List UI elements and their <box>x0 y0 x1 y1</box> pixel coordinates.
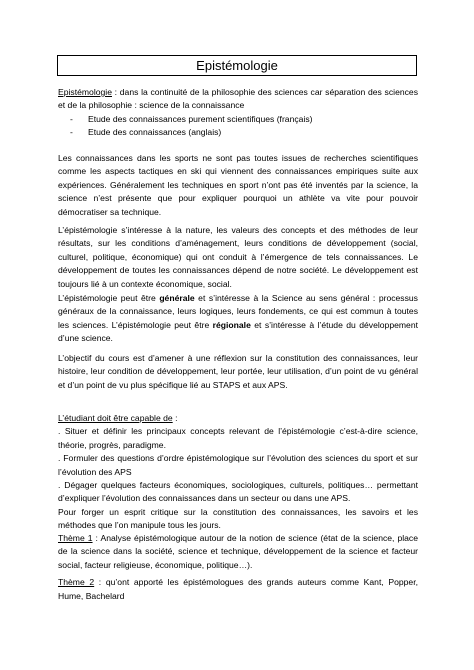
theme-label: Thème 2 <box>58 577 95 588</box>
definition-block <box>58 86 418 140</box>
bullet-item <box>58 113 418 126</box>
theme-label: Thème 1 <box>58 533 93 543</box>
definition-text: : dans la continuité de la philosophie des sciences car séparation des sciences et de la philosophie : science de la connaissance <box>58 87 418 111</box>
emphasis-general: générale <box>159 293 195 303</box>
capabilities-heading <box>58 412 418 425</box>
text-span: et s’intéresse à la Science au sens général : processus généraux de la connaissance, leurs logiques, leurs fondements, ce qui est commun à toutes les sciences. L’épistémologie peut être <box>58 293 418 330</box>
emphasis-regional: régionale <box>212 319 251 330</box>
bullet-item <box>58 126 418 139</box>
capabilities-heading-suffix: : <box>172 413 178 423</box>
dash-marker: - <box>70 113 73 124</box>
capability-item: . Dégager quelques facteurs économiques, sociologiques, culturels, politiques… permettant d’expliquer l’évolution des connaissances dans un secteur ou dans une APS. <box>58 480 418 504</box>
page-title <box>57 55 417 76</box>
themes-block <box>58 532 418 603</box>
bullet-text: Etude des connaissances (anglais) <box>88 127 222 138</box>
theme-item <box>58 576 418 603</box>
definition-term: Epistémologie <box>58 87 112 97</box>
capability-item: . Situer et définir les principaux concepts relevant de l’épistémologie c’est-à-dire science, théorie, progrès, paradigme. <box>58 426 418 450</box>
paragraph-general-regional <box>58 292 418 346</box>
capabilities-heading-text: L’étudiant doit être capable de <box>58 413 173 423</box>
bullet-text: Etude des connaissances purement scientifiques (français) <box>88 113 313 124</box>
dash-marker: - <box>70 127 73 138</box>
definition-paragraph <box>58 86 418 113</box>
theme-text: : Analyse épistémologique autour de la notion de science (état de la science, place de la science dans la société, science et technique, développement de la science et facteur social, facteur religieuse, économique, politique…). <box>58 533 418 570</box>
paragraph-course-objective: L’objectif du cours est d’amener à une réflexion sur la constitution des connaissances, leur histoire, leur condition de développement, leur portée, leur utilisation, d’un point de vu général et d’un point de vu plus spécifique lié au STAPS et aux APS. <box>58 353 418 390</box>
theme-item <box>58 532 418 572</box>
capability-item: Pour forger un esprit critique sur la constitution des connaissances, les savoirs et les méthodes que l’on manipule tous les jours. <box>58 506 418 531</box>
text-span: et s’intéresse à l’étude du développement d’une science. <box>58 319 418 344</box>
capability-item: . Formuler des questions d’ordre épistémologique sur l’évolution des sciences du sport et sur l’évolution des APS <box>58 453 418 477</box>
paragraph-sports-knowledge: Les connaissances dans les sports ne sont pas toutes issues de recherches scientifiques comme les aspects tactiques en ski qui viennent des connaissances empiriques suite aux expériences. Généralement les techniques en sport n’ont pas été inventés par la science, la science n’est présente que pour expliquer pourquoi un athlète va vite pour pouvoir démocratiser sa technique. <box>58 153 418 217</box>
capabilities-block <box>58 412 418 533</box>
text-span: L’épistémologie peut être <box>58 293 160 303</box>
paragraph-epistemology-nature: L’épistémologie s’intéresse à la nature, les valeurs des concepts et des méthodes de leur résultats, sur les conditions d’aménagement, leurs conditions de développement (social, culturel, politique, économique) qui ont conduit à l’émergence de tels connaissances. Le développement de toutes les connaissances dépend de notre société. Le développement est toujours lié à un contexte économique, social. <box>58 225 418 289</box>
theme-text: : qu’ont apporté les épistémologues des grands auteurs comme Kant, Popper, Hume, Bachelard <box>58 577 418 601</box>
page-title-text: Epistémologie <box>196 58 278 73</box>
